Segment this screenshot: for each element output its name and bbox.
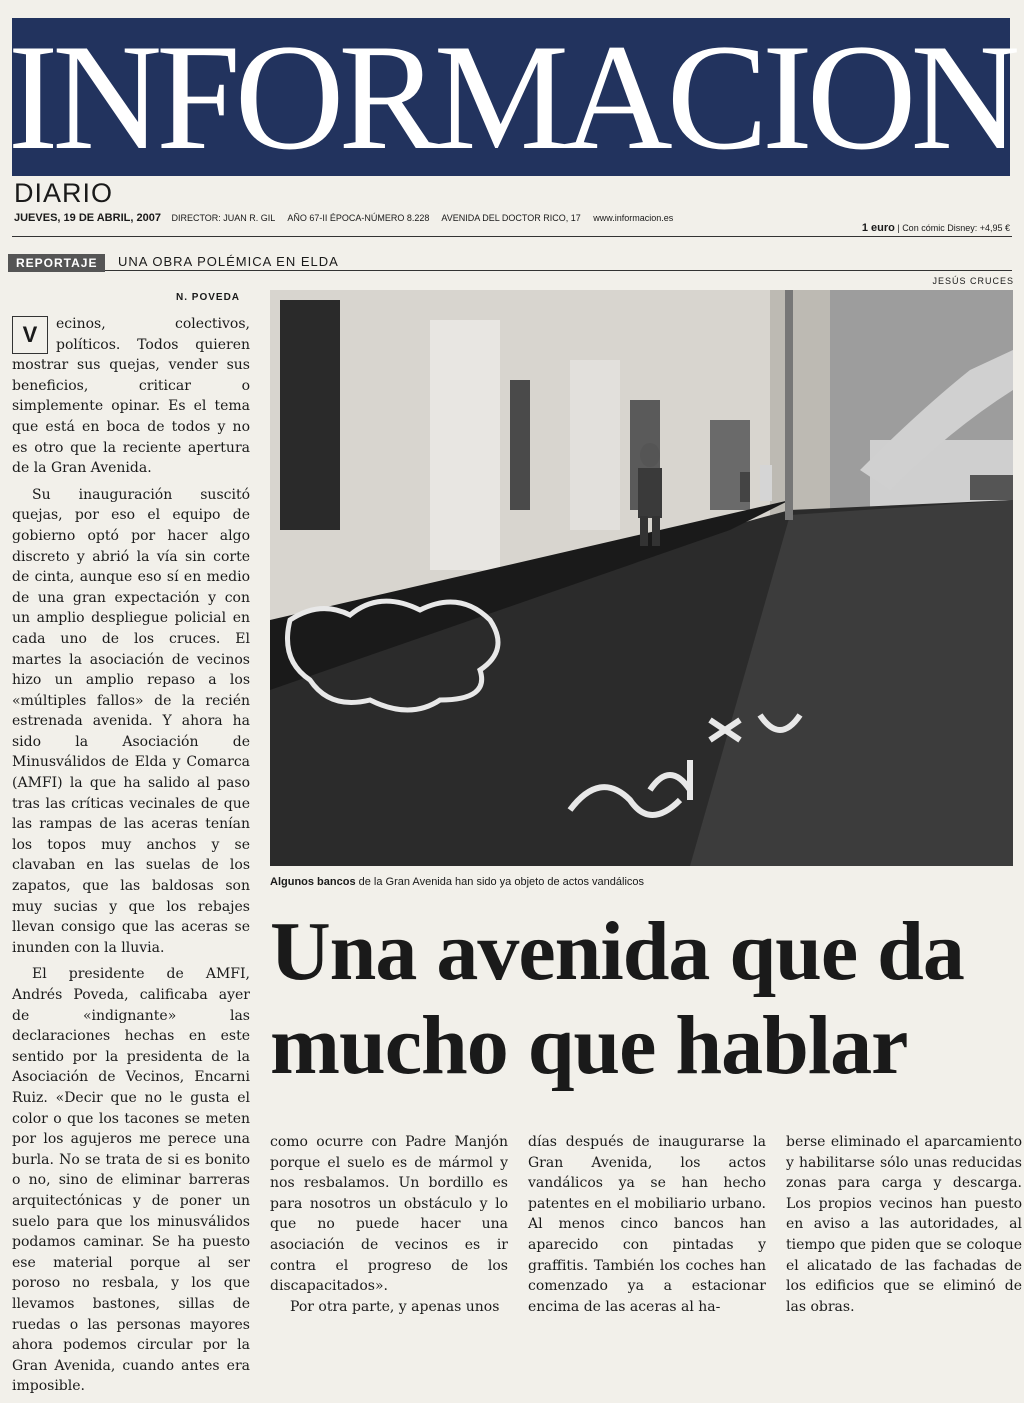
address: AVENIDA DEL DOCTOR RICO, 17 [441, 213, 581, 223]
paragraph: berse eliminado el aparcamiento y habilitarse sólo unas reducidas zonas para carga y descarga. Los propios vecinos han puesto en aviso a las autoridades, al tiempo que piden que se coloque el alicatado de las fachadas de los edificios que se eliminó de las obras. [786, 1134, 1022, 1315]
director: DIRECTOR: JUAN R. GIL [171, 213, 276, 223]
caption-lead: Algunos bancos [270, 876, 356, 888]
section-tag: REPORTAJE [8, 254, 105, 272]
paragraph: ecinos, colectivos, políticos. Todos quieren mostrar sus quejas, vender sus beneficios, criticar o simplemente opinar. Es el tema que está en boca de todos y no es otro que la reciente apertura de la Gran Avenida. [12, 316, 250, 477]
paragraph: como ocurre con Padre Manjón porque el suelo es de mármol y nos resbalamos. Un bordillo es para nosotros un obstáculo y lo que no puede hacer una asociación de vecinos es ir contra el progreso de los discapacitados». [270, 1134, 508, 1295]
photo-illustration [270, 290, 1013, 866]
paragraph: Su inauguración suscitó quejas, por eso el equipo de gobierno optó por hacer algo discreto y abrió la vía sin corte de cinta, aunque eso sí en medio de una gran expectación y con un amplio despliegue policial en cada uno de los cruces. El martes la asociación de vecinos hizo un amplio repaso a los «múltiples fallos» de la recién estrenada avenida. Y ahora ha sido la Asociación de Minusválidos de Elda y Comarca (AMFI) la que ha salido al paso tras las críticas vecinales de que las rampas de las aceras tenían los topos muy anchos y se clavaban en las suelas de los zapatos, que las baldosas son muy sucias y que los rebajes llevan consigo que las aceras se inunden con la lluvia. [12, 486, 250, 956]
article-column-1 [12, 314, 250, 1403]
website: www.informacion.es [593, 213, 674, 223]
street-bench-photo [270, 290, 1013, 866]
article-column-4 [786, 1132, 1022, 1317]
headline-line-2: mucho que hablar [270, 999, 908, 1092]
price: 1 euro [861, 222, 895, 234]
masthead-band [7, 13, 1015, 181]
byline: N. POVEDA [176, 292, 241, 303]
paragraph: El presidente de AMFI, Andrés Poveda, calificaba ayer de «indignante» las declaraciones hechas en este sentido por la presidenta de la Asociación de Vecinos, Encarni Ruiz. «Decir que no le gusta el color o que los tacones se meten por los agujeros me perece una burla. No se trata de si es bonito o no, sino de eliminar barreras arquitectónicas y de poner un suelo para que los minusválidos podamos caminar. Se ha puesto ese material porque al ser poroso no resbala, y los que llevamos bastones, sillas de ruedas o las personas mayores ahora podemos circular por la Gran Avenida, cuando antes era imposible. [12, 966, 250, 1395]
price-note: Con cómic Disney: +4,95 € [902, 223, 1010, 233]
section-title: UNA OBRA POLÉMICA EN ELDA [118, 254, 339, 269]
masthead-title: INFORMACION [7, 13, 1015, 181]
masthead-rule [12, 236, 1012, 237]
headline [270, 905, 1018, 1093]
headline-line-1: Una avenida que da [270, 905, 964, 998]
price-block: 1 euro | Con cómic Disney: +4,95 € [861, 222, 1010, 234]
masthead-subtitle: DIARIO [14, 178, 114, 208]
caption-text: de la Gran Avenida han sido ya objeto de actos vandálicos [355, 876, 645, 888]
photo-caption [270, 876, 1010, 888]
section-rule [12, 270, 1012, 271]
paragraph: Por otra parte, y apenas unos [290, 1298, 500, 1315]
photo-credit: JESÚS CRUCES [932, 276, 1014, 286]
article-column-2 [270, 1132, 508, 1317]
issue-date: JUEVES, 19 DE ABRIL, 2007 [14, 212, 161, 224]
article-column-3 [528, 1132, 766, 1317]
paragraph: días después de inaugurarse la Gran Avenida, los actos vandálicos ya se han hecho patentes en el mobiliario urbano. Al menos cinco bancos han aparecido con pintadas y graffitis. También los coches han comenzado ya a estacionar encima de las aceras al ha- [528, 1134, 766, 1315]
edition: AÑO 67-II ÉPOCA-NÚMERO 8.228 [287, 213, 430, 223]
drop-cap: V [12, 316, 48, 354]
